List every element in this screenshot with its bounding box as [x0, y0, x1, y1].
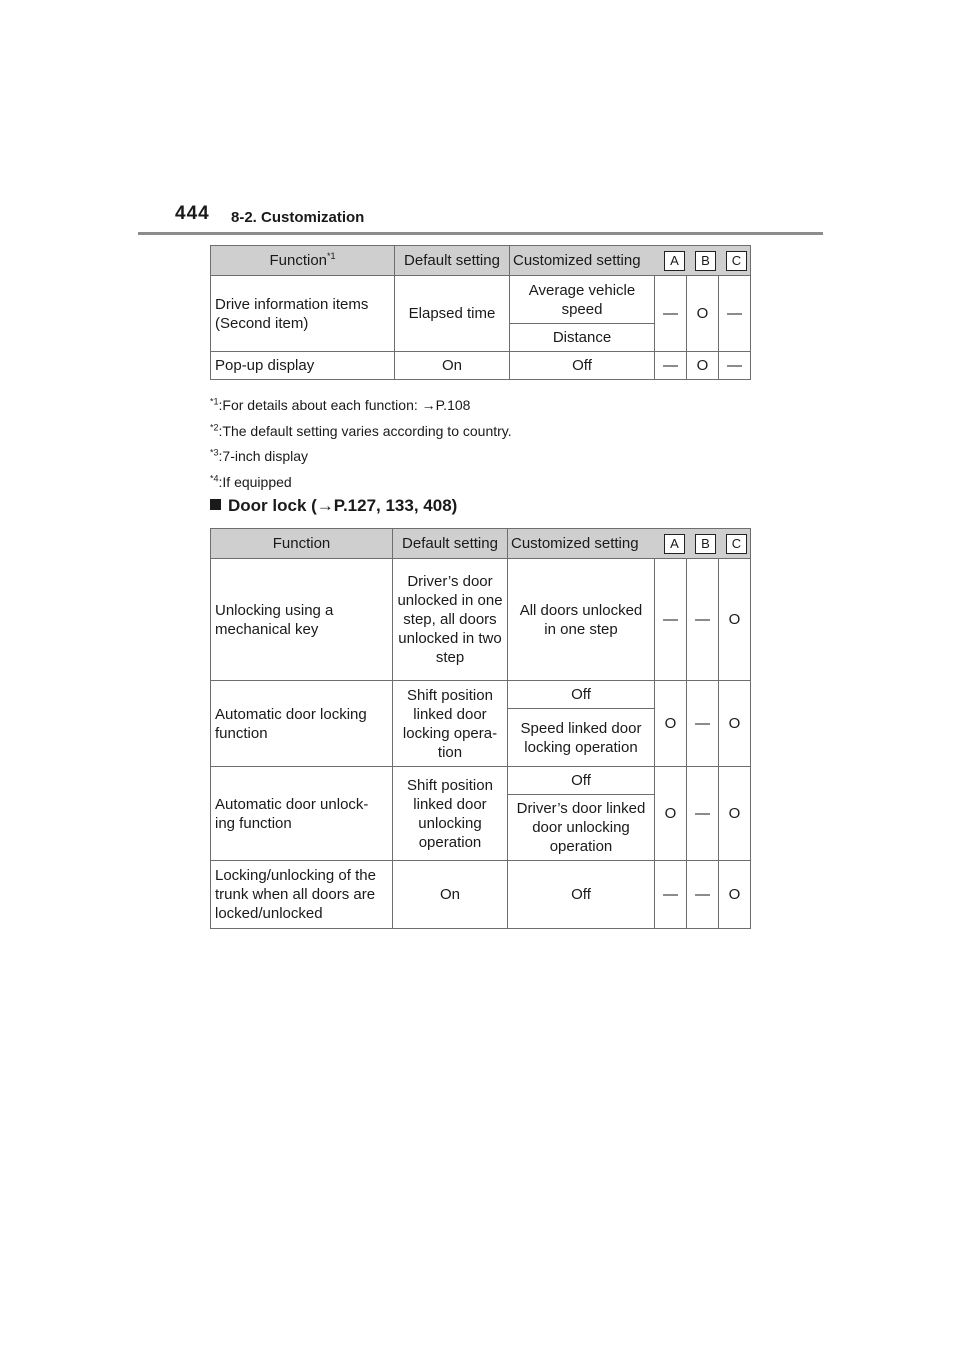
- default-cell: Shift position linked door locking opera-tion: [393, 681, 508, 767]
- section-title: 8-2. Customization: [231, 209, 365, 226]
- variant-a-cell: —: [655, 276, 687, 352]
- column-header-default: Default setting: [393, 529, 508, 559]
- variant-c-cell: —: [719, 276, 751, 352]
- default-cell: On: [393, 861, 508, 929]
- variant-b-cell: O: [687, 276, 719, 352]
- door-lock-heading: Door lock (→P.127, 133, 408): [210, 496, 457, 516]
- variant-a-cell: O: [655, 681, 687, 767]
- variant-a-cell: —: [655, 352, 687, 380]
- table-row: [211, 276, 751, 324]
- header-divider: [138, 232, 823, 235]
- table-row: [211, 681, 751, 709]
- customized-cell: Off: [508, 861, 655, 929]
- arrow-right-icon: →: [421, 397, 436, 413]
- footnote: $^{*2}$:The default setting varies according to country.: [210, 421, 512, 439]
- variant-a-icon: A: [664, 534, 685, 554]
- footnote: $^{*3}$:7-inch display: [210, 447, 309, 464]
- variant-b-cell: —: [687, 681, 719, 767]
- settings-table-door-lock: [210, 528, 751, 929]
- column-header-customized: Customized setting A B C: [510, 246, 751, 276]
- default-cell: Elapsed time: [395, 276, 510, 352]
- customized-cell: All doors unlocked in one step: [508, 559, 655, 681]
- customized-cell: Off: [508, 767, 655, 795]
- default-cell: Driver’s door unlocked in one step, all doors unlocked in two step: [393, 559, 508, 681]
- column-header-customized: Customized setting A B C: [508, 529, 751, 559]
- table-row: [211, 767, 751, 795]
- column-header-function: Function: [211, 529, 393, 559]
- variant-b-icon: B: [695, 251, 716, 271]
- customized-cell: Driver’s door linked door unlocking operation: [508, 795, 655, 861]
- variant-a-icon: A: [664, 251, 685, 271]
- footnote: $^{*1}$:For details about each function: →P.108: [210, 396, 471, 413]
- table-header-row: [211, 529, 751, 559]
- square-bullet-icon: [210, 499, 221, 510]
- variant-c-icon: C: [726, 534, 747, 554]
- footnote: $^{*4}$:If equipped: [210, 472, 292, 490]
- customized-cell: Speed linked door locking operation: [508, 709, 655, 767]
- variant-b-icon: B: [695, 534, 716, 554]
- variant-a-cell: —: [655, 861, 687, 929]
- variant-a-cell: O: [655, 767, 687, 861]
- variant-c-icon: C: [726, 251, 747, 271]
- customized-cell: Off: [508, 681, 655, 709]
- footnotes: [210, 393, 512, 495]
- variant-c-cell: O: [719, 861, 751, 929]
- column-header-function: Function$^{*1}$: [211, 246, 395, 276]
- function-cell: Automatic door unlock-ing function: [211, 767, 393, 861]
- table-row: [211, 559, 751, 681]
- variant-c-cell: O: [719, 681, 751, 767]
- function-cell: Automatic door locking function: [211, 681, 393, 767]
- variant-b-cell: —: [687, 767, 719, 861]
- table-header-row: [211, 246, 751, 276]
- settings-table-display: [210, 245, 751, 380]
- default-cell: On: [395, 352, 510, 380]
- function-cell: Locking/unlocking of the trunk when all doors are locked/unlocked: [211, 861, 393, 929]
- default-cell: Shift position linked door unlocking operation: [393, 767, 508, 861]
- table-row: [211, 861, 751, 929]
- variant-c-cell: O: [719, 559, 751, 681]
- variant-b-cell: —: [687, 559, 719, 681]
- table-row: [211, 352, 751, 380]
- variant-b-cell: O: [687, 352, 719, 380]
- variant-c-cell: O: [719, 767, 751, 861]
- function-cell: Unlocking using a mechanical key: [211, 559, 393, 681]
- arrow-right-icon: →: [316, 496, 334, 515]
- variant-a-cell: —: [655, 559, 687, 681]
- column-header-default: Default setting: [395, 246, 510, 276]
- function-cell: Drive information items (Second item): [211, 276, 395, 352]
- customized-cell: Off: [510, 352, 655, 380]
- customized-cell: Average vehicle speed: [510, 276, 655, 324]
- function-cell: Pop-up display: [211, 352, 395, 380]
- page-number: 444: [175, 203, 210, 224]
- variant-c-cell: —: [719, 352, 751, 380]
- variant-b-cell: —: [687, 861, 719, 929]
- customized-cell: Distance: [510, 324, 655, 352]
